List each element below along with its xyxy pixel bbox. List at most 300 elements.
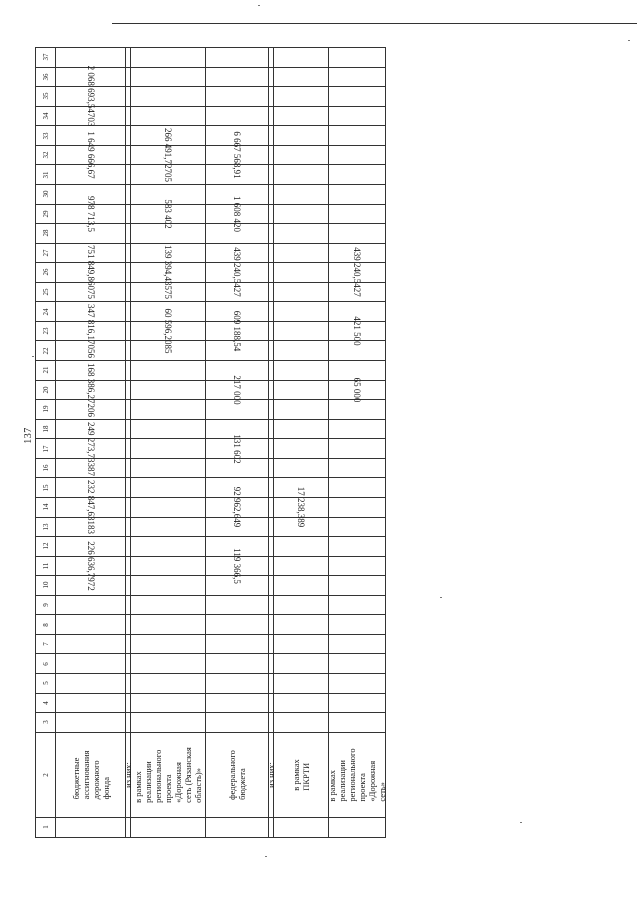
data-cell (329, 439, 386, 459)
data-cell (329, 126, 386, 146)
column-number: 6 (41, 661, 50, 666)
data-cell (274, 654, 329, 674)
data-cell (329, 184, 386, 204)
data-cell (131, 713, 206, 733)
data-cell (274, 634, 329, 654)
data-cell (329, 817, 386, 837)
data-cell (131, 224, 206, 244)
column-number-cell (36, 576, 56, 596)
data-cell (131, 380, 206, 400)
data-cell (131, 576, 206, 596)
column-number: 12 (41, 542, 50, 550)
data-cell (329, 537, 386, 557)
table-row (36, 380, 386, 400)
data-cell (206, 48, 269, 68)
column-number: 22 (41, 347, 50, 355)
data-cell (56, 304, 126, 359)
data-cell (329, 674, 386, 694)
cell-value: 232 847,63183 (85, 480, 96, 535)
cell-value: 347 816,17056 (85, 304, 96, 359)
data-cell (329, 341, 386, 361)
cell-value: 217 000 (232, 375, 242, 405)
data-cell (206, 224, 269, 244)
column-number-cell (36, 713, 56, 733)
column-number: 5 (41, 681, 50, 686)
column-number: 15 (41, 484, 50, 492)
data-cell (274, 439, 329, 459)
data-cell (329, 165, 386, 185)
data-cell (274, 419, 329, 439)
data-cell (56, 362, 126, 417)
data-cell (274, 517, 329, 537)
column-number: 16 (41, 464, 50, 472)
data-cell (56, 282, 126, 302)
row-label: в рамках реализации регионального проекта «Дорожная сеть» (327, 748, 387, 802)
cell-value: 65 000 (352, 377, 362, 403)
column-number-cell (36, 87, 56, 107)
page-number: 137 (22, 427, 34, 444)
data-cell (274, 458, 329, 478)
data-cell (206, 486, 269, 528)
scan-speck (258, 5, 260, 6)
data-cell (131, 419, 206, 439)
data-cell (131, 634, 206, 654)
data-cell (56, 400, 126, 420)
column-number-cell (36, 478, 56, 498)
data-cell (329, 556, 386, 576)
data-cell (131, 245, 206, 300)
data-cell (206, 131, 269, 179)
data-cell (206, 310, 269, 352)
column-number: 32 (41, 151, 50, 159)
data-cell (206, 165, 269, 185)
scan-speck (32, 356, 34, 357)
column-number: 20 (41, 386, 50, 394)
column-number-cell (36, 497, 56, 517)
cell-value: 421 500 (352, 316, 362, 346)
data-cell (206, 674, 269, 694)
data-cell (131, 439, 206, 459)
data-cell (206, 576, 269, 596)
data-cell (329, 634, 386, 654)
column-number: 23 (41, 327, 50, 335)
table-row (36, 497, 386, 517)
data-cell (329, 458, 386, 478)
table-row (36, 615, 386, 635)
column-number-cell (36, 419, 56, 439)
data-cell (131, 48, 206, 68)
data-cell (131, 556, 206, 576)
data-cell (131, 87, 206, 107)
column-number-cell (36, 556, 56, 576)
row-label-cell (329, 732, 386, 817)
data-cell (329, 693, 386, 713)
data-cell (131, 106, 206, 126)
data-cell (274, 282, 329, 302)
data-cell (56, 421, 126, 476)
table-row (36, 576, 386, 596)
column-number-cell (36, 458, 56, 478)
data-cell (131, 517, 206, 537)
table-row (36, 458, 386, 478)
column-number: 8 (41, 622, 50, 627)
cell-value: 751 849,86075 (85, 245, 96, 300)
table-row (36, 400, 386, 420)
data-cell (56, 713, 126, 733)
data-cell (329, 106, 386, 126)
data-cell (131, 478, 206, 498)
table-row (36, 321, 386, 341)
data-cell (329, 497, 386, 517)
data-cell (206, 634, 269, 654)
table-row (36, 106, 386, 126)
data-cell (329, 478, 386, 498)
data-cell (131, 67, 206, 87)
cell-value: 92 962,649 (232, 486, 242, 528)
data-cell (329, 316, 386, 346)
data-cell (274, 341, 329, 361)
table-row (36, 224, 386, 244)
data-cell (274, 380, 329, 400)
data-cell (329, 517, 386, 537)
column-number-cell (36, 165, 56, 185)
data-cell (131, 199, 206, 229)
column-number-cell (36, 654, 56, 674)
data-cell (274, 204, 329, 224)
column-number-cell (36, 380, 56, 400)
data-cell (131, 497, 206, 517)
data-cell (329, 224, 386, 244)
data-cell (329, 377, 386, 403)
table-row (36, 204, 386, 224)
data-cell (329, 713, 386, 733)
data-cell (206, 67, 269, 87)
row-label: из них: (266, 761, 276, 788)
column-number: 25 (41, 288, 50, 296)
data-cell (56, 817, 126, 837)
data-cell (329, 48, 386, 68)
data-cell (329, 654, 386, 674)
scan-speck (520, 822, 522, 823)
data-cell (206, 654, 269, 674)
data-cell (56, 634, 126, 654)
table-row (36, 48, 386, 68)
table-row (36, 517, 386, 537)
data-cell (274, 713, 329, 733)
data-cell (329, 67, 386, 87)
data-cell (274, 817, 329, 837)
cell-value: 2 068 693,54703 (85, 66, 96, 127)
data-cell (131, 128, 206, 183)
table-row (36, 595, 386, 615)
column-number-cell (36, 634, 56, 654)
column-number-cell (36, 263, 56, 283)
data-cell (206, 375, 269, 405)
column-number: 4 (41, 701, 50, 705)
data-cell (56, 674, 126, 694)
column-number: 13 (41, 523, 50, 531)
table-row (36, 634, 386, 654)
data-cell (274, 224, 329, 244)
data-cell (56, 131, 126, 179)
cell-value: 168 386,27206 (85, 362, 96, 417)
column-number-cell (36, 321, 56, 341)
column-number-cell (36, 693, 56, 713)
data-cell (206, 458, 269, 478)
table-row (36, 817, 386, 837)
data-cell (274, 302, 329, 322)
data-cell (206, 517, 269, 537)
data-cell (56, 693, 126, 713)
cell-value: 119 366,5 (232, 548, 242, 584)
data-cell (274, 87, 329, 107)
column-number: 7 (41, 642, 50, 646)
data-cell (329, 204, 386, 224)
column-number: 2 (41, 772, 50, 777)
column-number: 18 (41, 425, 50, 433)
data-cell (329, 247, 386, 298)
column-number-cell (36, 615, 56, 635)
data-cell (206, 247, 269, 298)
top-rule (112, 23, 637, 24)
row-label: из них: (123, 761, 133, 788)
column-number-cell (36, 282, 56, 302)
column-number: 28 (41, 229, 50, 237)
data-cell (56, 224, 126, 244)
budget-table (35, 47, 386, 838)
column-number-cell (36, 204, 56, 224)
data-cell (56, 615, 126, 635)
data-cell (206, 195, 269, 232)
column-number: 11 (41, 562, 50, 570)
data-cell (56, 165, 126, 185)
column-number-cell (36, 145, 56, 165)
column-number-cell (36, 817, 56, 837)
data-cell (274, 361, 329, 381)
cell-value: 60 596,2085 (163, 308, 173, 354)
data-cell (56, 341, 126, 361)
data-cell (329, 87, 386, 107)
column-number-cell (36, 126, 56, 146)
data-cell (206, 713, 269, 733)
column-number: 36 (41, 73, 50, 81)
column-number: 10 (41, 581, 50, 589)
table-row (36, 87, 386, 107)
column-number-cell (36, 67, 56, 87)
data-cell (131, 165, 206, 185)
row-label: бюджетные ассигнования дорожного фонда (70, 750, 111, 800)
scan-speck (628, 40, 630, 41)
data-cell (274, 486, 329, 528)
data-cell (329, 400, 386, 420)
data-cell (206, 106, 269, 126)
data-cell (56, 458, 126, 478)
column-number: 30 (41, 190, 50, 198)
data-cell (274, 693, 329, 713)
data-cell (56, 576, 126, 596)
column-number: 19 (41, 405, 50, 413)
column-number: 26 (41, 268, 50, 276)
data-cell (274, 48, 329, 68)
data-cell (329, 595, 386, 615)
data-cell (206, 282, 269, 302)
data-cell (206, 400, 269, 420)
column-number-cell (36, 224, 56, 244)
row-label-cell (206, 732, 269, 817)
data-cell (56, 517, 126, 537)
data-cell (131, 400, 206, 420)
data-cell (131, 693, 206, 713)
cell-value: 1 649 666,67 (85, 131, 96, 179)
column-number: 27 (41, 249, 50, 257)
data-cell (206, 615, 269, 635)
table-row (36, 674, 386, 694)
data-cell (274, 400, 329, 420)
data-cell (131, 458, 206, 478)
data-cell (329, 145, 386, 165)
cell-value: 139 394,43575 (163, 245, 173, 300)
data-cell (131, 654, 206, 674)
data-cell (206, 817, 269, 837)
column-number-cell (36, 400, 56, 420)
data-cell (206, 693, 269, 713)
table-row (36, 165, 386, 185)
data-cell (329, 576, 386, 596)
cell-value: 17 238,389 (296, 486, 306, 528)
cell-value: 1 608 420 (232, 195, 242, 232)
cell-value: 266 491,72705 (163, 128, 173, 183)
column-number-cell (36, 439, 56, 459)
data-cell (274, 126, 329, 146)
data-cell (274, 67, 329, 87)
data-cell (206, 433, 269, 464)
row-label: в рамках ПКРТИ (291, 758, 311, 791)
data-cell (274, 674, 329, 694)
budget-table-rotated (35, 47, 385, 837)
cell-value: 6 667 568,91 (232, 131, 242, 179)
data-cell (56, 195, 126, 232)
data-cell (274, 184, 329, 204)
data-cell (329, 282, 386, 302)
data-cell (329, 615, 386, 635)
column-number-cell (36, 341, 56, 361)
data-cell (274, 243, 329, 263)
cell-value: 583 402 (163, 199, 173, 229)
data-cell (274, 576, 329, 596)
data-cell (56, 480, 126, 535)
column-number: 14 (41, 503, 50, 511)
data-cell (56, 48, 126, 68)
data-cell (274, 537, 329, 557)
data-cell (206, 595, 269, 615)
column-number: 31 (41, 171, 50, 179)
row-label-cell (131, 732, 206, 817)
column-number: 35 (41, 92, 50, 100)
row-label-cell (56, 732, 126, 817)
data-cell (56, 654, 126, 674)
table-row (36, 713, 386, 733)
table-row (36, 439, 386, 459)
data-cell (131, 674, 206, 694)
table-row (36, 732, 386, 817)
data-cell (131, 282, 206, 302)
data-cell (56, 245, 126, 300)
column-number: 9 (41, 603, 50, 607)
data-cell (131, 341, 206, 361)
data-cell (206, 87, 269, 107)
column-number-cell (36, 243, 56, 263)
data-cell (206, 341, 269, 361)
data-cell (131, 817, 206, 837)
data-cell (131, 308, 206, 354)
cell-value: 249 273,73387 (85, 421, 96, 476)
column-number-cell (36, 537, 56, 557)
table-row (36, 556, 386, 576)
cell-value: 609 188,54 (232, 310, 242, 352)
data-cell (56, 66, 126, 127)
cell-value: 131 602 (232, 433, 242, 464)
data-cell (131, 361, 206, 381)
column-number-cell (36, 184, 56, 204)
cell-value: 439 240,5427 (232, 247, 242, 298)
column-number: 1 (41, 825, 50, 829)
data-cell (56, 106, 126, 126)
data-cell (274, 263, 329, 283)
column-number: 21 (41, 366, 50, 374)
data-cell (274, 165, 329, 185)
column-number: 3 (41, 720, 50, 725)
column-number: 33 (41, 132, 50, 140)
column-number-cell (36, 302, 56, 322)
column-number: 34 (41, 112, 50, 120)
column-number-cell (36, 361, 56, 381)
table-row (36, 654, 386, 674)
data-cell (131, 537, 206, 557)
column-number-cell (36, 106, 56, 126)
cell-value: 978 713,5 (85, 195, 96, 232)
row-label: федерального бюджета (227, 749, 247, 800)
column-number: 29 (41, 210, 50, 218)
cell-value: 226 636,7972 (85, 541, 96, 591)
row-label: в рамках реализации регионального проекта «Дорожная сеть (Рязанская область)» (133, 746, 203, 803)
column-number: 17 (41, 445, 50, 453)
scan-speck (265, 856, 267, 857)
data-cell (274, 321, 329, 341)
data-cell (329, 419, 386, 439)
data-cell (274, 106, 329, 126)
table-row (36, 282, 386, 302)
data-cell (274, 615, 329, 635)
column-number-cell (36, 595, 56, 615)
table-row (36, 145, 386, 165)
data-cell (274, 595, 329, 615)
column-number-cell (36, 732, 56, 817)
data-cell (274, 556, 329, 576)
column-number-cell (36, 48, 56, 68)
row-label-cell (274, 732, 329, 817)
data-cell (56, 541, 126, 591)
column-number-cell (36, 517, 56, 537)
cell-value: 439 240,5427 (352, 247, 362, 298)
data-cell (131, 595, 206, 615)
data-cell (131, 615, 206, 635)
table-row (36, 263, 386, 283)
column-number: 37 (41, 53, 50, 61)
table-row (36, 341, 386, 361)
column-number-cell (36, 674, 56, 694)
data-cell (274, 145, 329, 165)
scan-speck (440, 597, 442, 598)
